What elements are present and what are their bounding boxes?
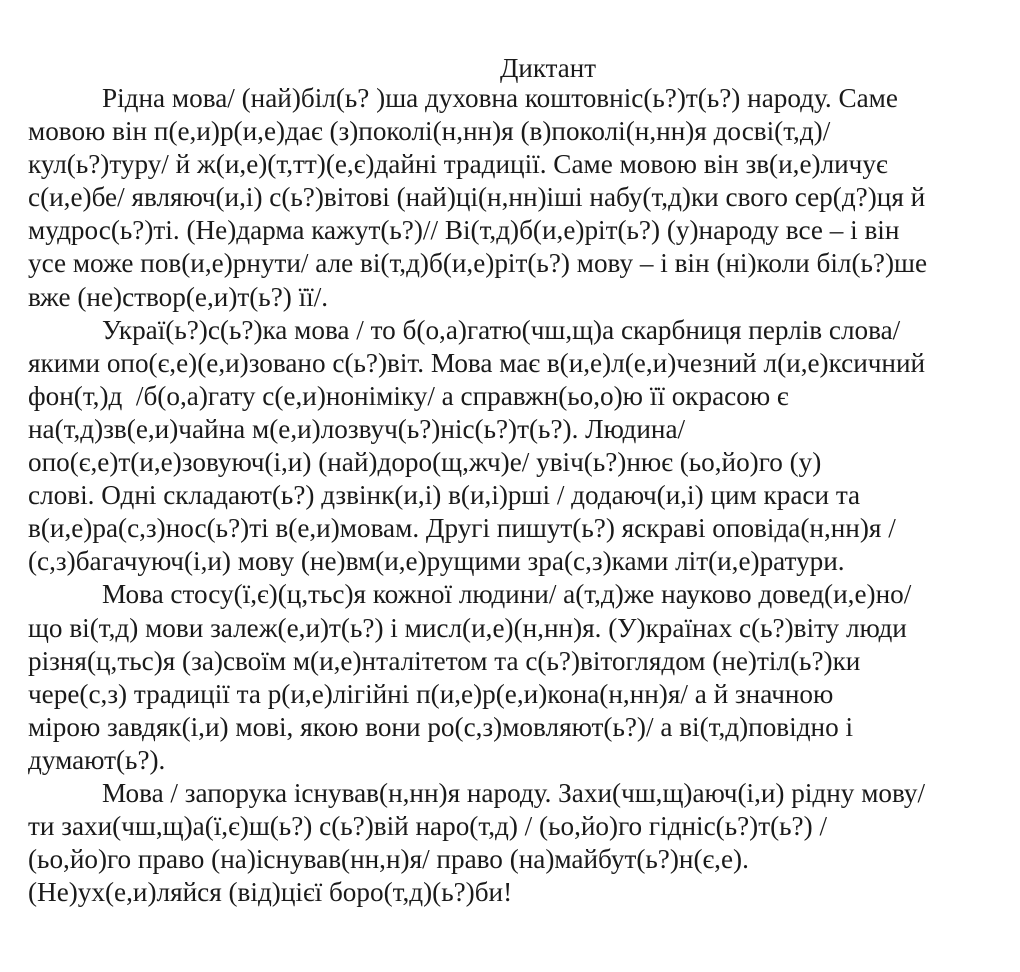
text-line: слові. Одні складают(ь?) дзвінк(и,і) в(и,і)рші / додаюч(и,і) цим краси та: [28, 480, 861, 511]
text-line: в(и,е)ра(с,з)нос(ь?)ті в(е,и)мовам. Другі пишут(ь?) яскраві оповіда(н,нн)я /: [28, 513, 896, 544]
text-line: опо(є,е)т(и,е)зовуюч(і,и) (най)доро(щ,жч)е/ увіч(ь?)нює (ьо,йо)го (у): [28, 447, 822, 478]
text-line: фон(т,)д /б(о,а)гату с(е,и)ноніміку/ а справжн(ьо,о)ю її окрасою є: [28, 380, 789, 411]
text-line: що ві(т,д) мови залеж(е,и)т(ь?) і мисл(и,е)(н,нн)я. (У)країнах с(ь?)віту люди: [28, 612, 907, 643]
text-line: на(т,д)зв(е,и)чайна м(е,и)лозвуч(ь?)ніс(ь?)т(ь?). Людина/: [28, 413, 686, 444]
text-line: ти захи(чш,щ)а(ї,є)ш(ь?) с(ь?)вій наро(т,д) / (ьо,йо)го гідніс(ь?)т(ь?) /: [28, 811, 828, 842]
text-line: мовою він п(е,и)р(и,е)дає (з)поколі(н,нн)я (в)поколі(н,нн)я досві(т,д)/: [28, 116, 831, 147]
paragraph-1: [28, 82, 1003, 314]
text-line: (с,з)багачуюч(і,и) мову (не)вм(и,е)рущими зра(с,з)ками літ(и,е)ратури.: [28, 546, 845, 577]
text-line: якими опо(є,е)(е,и)зовано с(ь?)віт. Мова має в(и,е)л(е,и)чезний л(и,е)ксичний: [28, 347, 926, 378]
text-line: Мова / запорука існував(н,нн)я народу. Захи(чш,щ)аюч(і,и) рідну мову/: [102, 777, 926, 808]
text-line: Украї(ь?)с(ь?)ка мова / то б(о,а)гатю(чш,щ)а скарбниця перлів слова/: [102, 314, 901, 345]
text-line: чере(с,з) традиції та р(и,е)лігійні п(и,е)р(е,и)кона(н,нн)я/ а й значною: [28, 678, 834, 709]
text-line: (ьо,йо)го право (на)існував(нн,н)я/ право (на)майбут(ь?)н(є,е).: [28, 844, 749, 875]
dictation-text: [28, 82, 1003, 909]
paragraph-2: [28, 314, 1003, 579]
text-line: Рідна мова/ (най)біл(ь? )ша духовна коштовніс(ь?)т(ь?) народу. Саме: [102, 83, 898, 113]
paragraph-3: [28, 578, 1003, 777]
text-line: думают(ь?).: [28, 744, 166, 775]
page-title: Диктант: [500, 53, 596, 83]
paragraph-4: [28, 777, 1003, 909]
text-line: вже (не)створ(е,и)т(ь?) її/.: [28, 281, 329, 312]
text-line: Мова стосу(ї,є)(ц,тьс)я кожної людини/ а(т,д)же науково довед(и,е)но/: [102, 579, 912, 610]
text-line: кул(ь?)туру/ й ж(и,е)(т,тт)(е,є)дайні традиції. Саме мовою він зв(и,е)личує: [28, 149, 888, 180]
text-line: різня(ц,тьс)я (за)своїм м(и,е)нталітетом та с(ь?)вітоглядом (не)тіл(ь?)ки: [28, 645, 861, 676]
text-line: усе може пов(и,е)рнути/ але ві(т,д)б(и,е)ріт(ь?) мову – і він (ні)коли біл(ь?)ше: [28, 248, 928, 279]
text-line: (Не)ух(е,и)ляйся (від)цієї боро(т,д)(ь?)би!: [28, 877, 513, 908]
text-line: мудрос(ь?)ті. (Не)дарма кажут(ь?)// Ві(т,д)б(и,е)ріт(ь?) (у)народу все – і він: [28, 215, 900, 246]
text-line: мірою завдяк(і,и) мові, якою вони ро(с,з)мовляют(ь?)/ а ві(т,д)повідно і: [28, 711, 854, 742]
text-line: с(и,е)бе/ являюч(и,і) с(ь?)вітові (най)ці(н,нн)іші набу(т,д)ки свого сер(д?)ця й: [28, 182, 926, 213]
